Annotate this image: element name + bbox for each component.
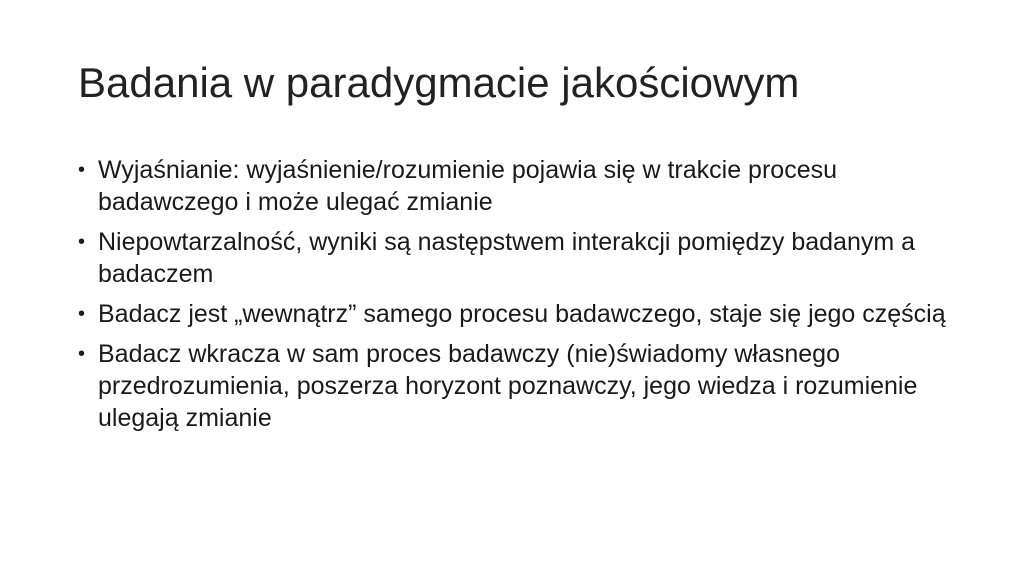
- bullet-marker: •: [78, 303, 86, 325]
- bullet-text: Wyjaśnianie: wyjaśnienie/rozumienie pojawia się w trakcie procesu badawczego i może ulegać zmianie: [98, 156, 838, 216]
- bullet-item: [78, 154, 958, 218]
- slide-title: Badania w paradygmacie jakościowym: [78, 59, 800, 106]
- bullet-item: [78, 338, 958, 434]
- bullet-text: Badacz wkracza w sam proces badawczy (nie)świadomy własnego przedrozumienia, poszerza horyzont poznawczy, jego wiedza i rozumienie ulegają zmianie: [98, 340, 918, 432]
- bullet-text: Niepowtarzalność, wyniki są następstwem interakcji pomiędzy badanym a badaczem: [98, 228, 916, 288]
- bullet-item: [78, 226, 958, 290]
- bullet-text: Badacz jest „wewnątrz” samego procesu badawczego, staje się jego częścią: [98, 300, 946, 328]
- bullet-marker: •: [78, 343, 86, 365]
- bullet-list: [78, 154, 958, 442]
- bullet-marker: •: [78, 159, 86, 181]
- bullet-marker: •: [78, 231, 86, 253]
- bullet-item: [78, 298, 958, 330]
